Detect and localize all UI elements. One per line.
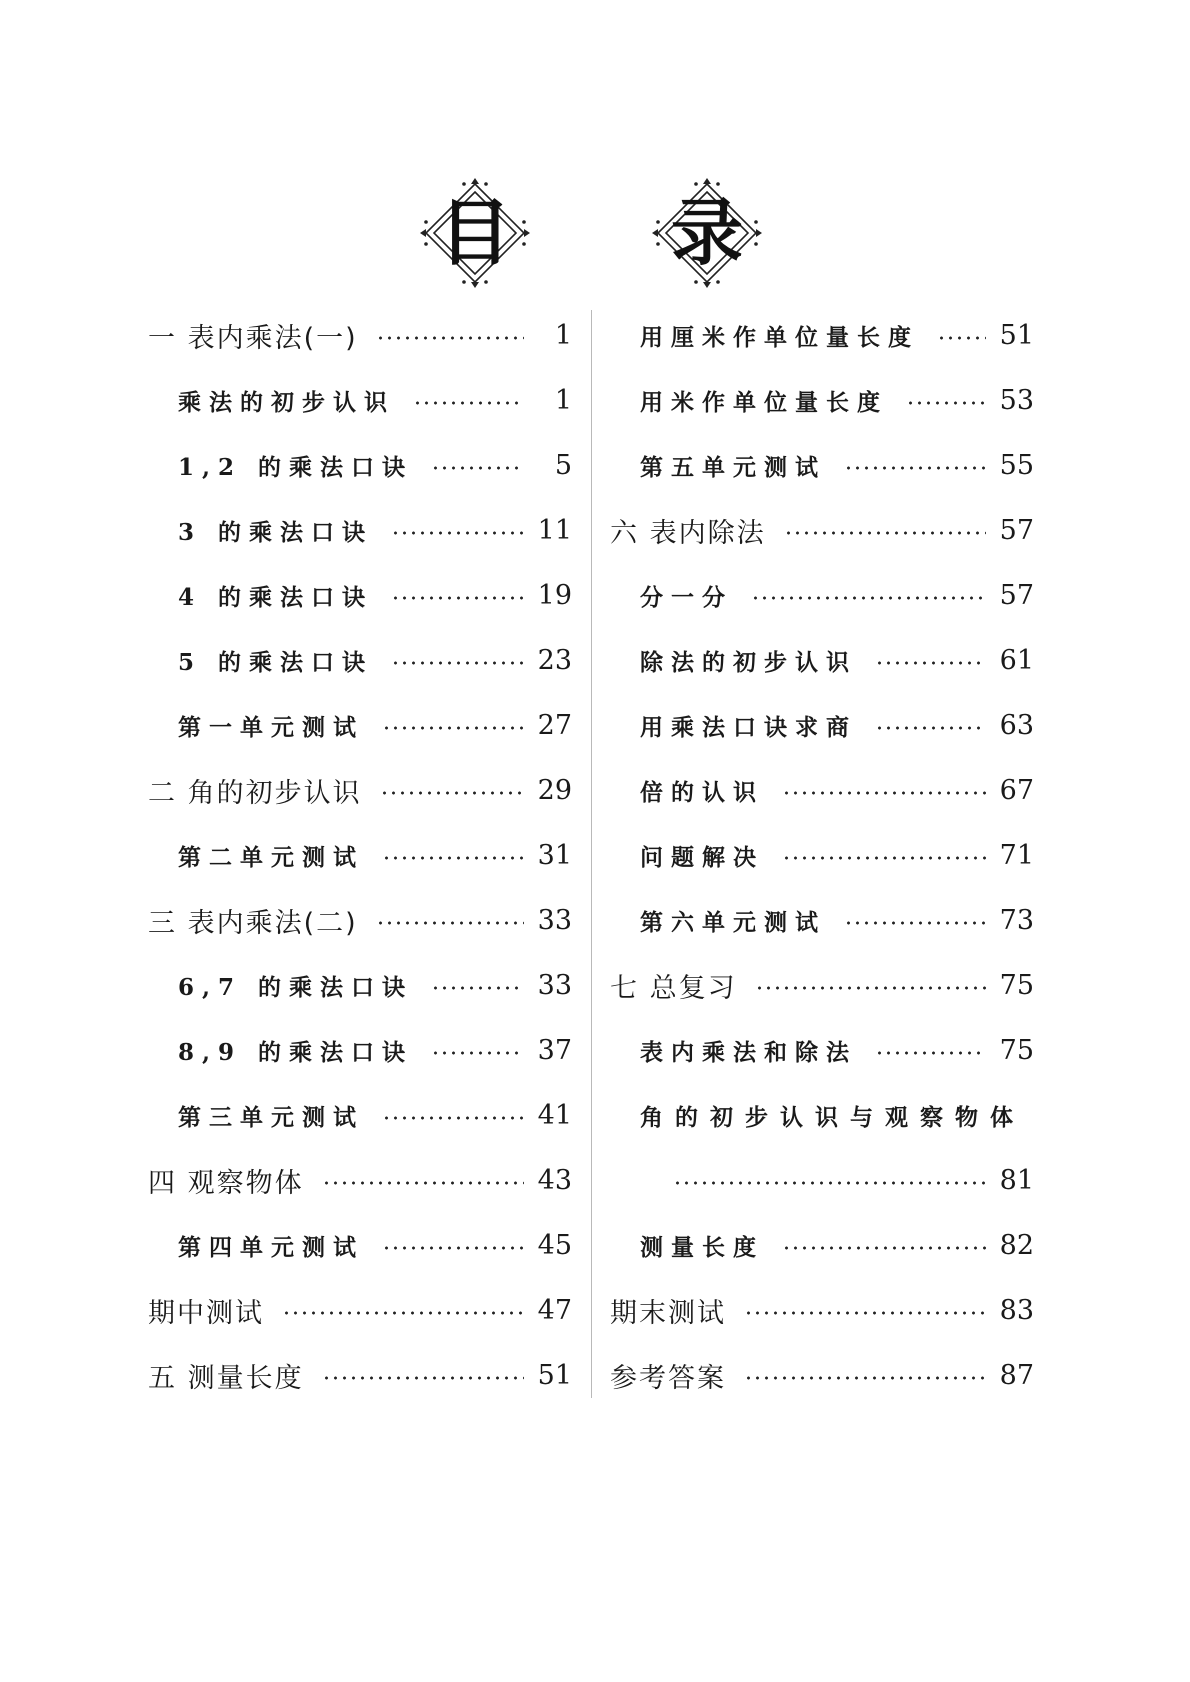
- column-divider: [591, 310, 592, 1398]
- toc-entry-page: 45: [537, 1230, 572, 1261]
- toc-entry[interactable]: [148, 433, 572, 498]
- toc-entry[interactable]: [610, 1278, 1034, 1343]
- dot-leader: [844, 466, 986, 470]
- toc-entry-page: 73: [999, 905, 1034, 936]
- toc-entry-page: 57: [999, 580, 1034, 611]
- toc-column-right: [610, 303, 1034, 1408]
- toc-entry-label: 除法的初步认识: [640, 649, 857, 676]
- toc-entry-page: 61: [999, 645, 1034, 676]
- toc-entry[interactable]: [610, 628, 1034, 693]
- dot-leader: [431, 986, 524, 990]
- toc-entry-label: 用乘法口诀求商: [640, 714, 857, 741]
- toc-entry-page: 37: [537, 1035, 572, 1066]
- toc-entry-label: 3 的乘法口诀: [178, 519, 374, 546]
- toc-entry-page: 1: [554, 320, 572, 351]
- toc-entry-label: 二 角的初步认识: [148, 778, 362, 809]
- title-char-mu: [420, 178, 530, 288]
- toc-entry[interactable]: [148, 303, 572, 368]
- toc-entry[interactable]: [610, 303, 1034, 368]
- toc-entry[interactable]: [610, 498, 1034, 563]
- toc-entry[interactable]: [610, 1213, 1034, 1278]
- dot-leader: [784, 531, 986, 535]
- toc-entry-page: 75: [999, 970, 1034, 1001]
- toc-title: [0, 178, 1190, 288]
- toc-entry-page: 47: [537, 1295, 572, 1326]
- toc-entry[interactable]: [148, 888, 572, 953]
- dot-leader: [282, 1311, 524, 1315]
- dot-leader: [906, 401, 986, 405]
- toc-entry[interactable]: [610, 888, 1034, 953]
- dot-leader: [391, 531, 524, 535]
- toc-entry-page: 81: [999, 1165, 1034, 1196]
- toc-entry-page: 29: [537, 775, 572, 806]
- dot-leader: [413, 401, 524, 405]
- toc-entry-label: 测量长度: [640, 1234, 764, 1261]
- toc-entry-page: 43: [537, 1165, 572, 1196]
- dot-leader: [875, 726, 986, 730]
- dot-leader: [391, 661, 524, 665]
- toc-entry-page: 55: [999, 450, 1034, 481]
- toc-entry[interactable]: [148, 693, 572, 758]
- dot-leader: [937, 336, 986, 340]
- dot-leader: [782, 1246, 986, 1250]
- toc-entry-page: 57: [999, 515, 1034, 546]
- toc-entry-label: 表内乘法和除法: [640, 1039, 857, 1066]
- dot-leader: [376, 921, 524, 925]
- toc-entry[interactable]: [148, 563, 572, 628]
- toc-entry[interactable]: [610, 563, 1034, 628]
- title-glyph-1: 目: [438, 191, 511, 275]
- dot-leader: [751, 596, 986, 600]
- toc-entry[interactable]: [610, 758, 1034, 823]
- toc-entry-page: 23: [537, 645, 572, 676]
- toc-entry[interactable]: [610, 1148, 1034, 1213]
- dot-leader: [875, 1051, 986, 1055]
- toc-entry[interactable]: [610, 1083, 1034, 1148]
- dot-leader: [376, 336, 524, 340]
- dot-leader: [391, 596, 524, 600]
- toc-entry[interactable]: [610, 693, 1034, 758]
- toc-entry[interactable]: [148, 1148, 572, 1213]
- toc-entry-label: 分一分: [640, 584, 733, 611]
- toc-entry-label: 期末测试: [610, 1298, 726, 1329]
- dot-leader: [673, 1181, 986, 1185]
- toc-entry-page: 71: [999, 840, 1034, 871]
- toc-entry-page: 51: [537, 1360, 572, 1391]
- toc-entry[interactable]: [148, 1213, 572, 1278]
- toc-entry[interactable]: [148, 953, 572, 1018]
- toc-entry-label: 用米作单位量长度: [640, 389, 888, 416]
- toc-entry-label: 6,7 的乘法口诀: [178, 974, 414, 1001]
- toc-entry-label: 三 表内乘法(二): [148, 908, 358, 939]
- dot-leader: [382, 856, 524, 860]
- toc-entry-label: 一 表内乘法(一): [148, 323, 358, 354]
- toc-entry-page: 19: [537, 580, 572, 611]
- toc-entry-page: 63: [999, 710, 1034, 741]
- toc-entry[interactable]: [148, 498, 572, 563]
- toc-entry[interactable]: [148, 1278, 572, 1343]
- toc-entry-page: 53: [999, 385, 1034, 416]
- toc-entry-label: 第五单元测试: [640, 454, 826, 481]
- dot-leader: [844, 921, 986, 925]
- dot-leader: [382, 1246, 524, 1250]
- dot-leader: [382, 726, 524, 730]
- toc-entry-page: 11: [537, 515, 572, 546]
- toc-entry[interactable]: [148, 628, 572, 693]
- toc-entry-page: 27: [537, 710, 572, 741]
- toc-entry-label: 参考答案: [610, 1363, 726, 1394]
- toc-entry[interactable]: [610, 368, 1034, 433]
- toc-entry[interactable]: [148, 823, 572, 888]
- toc-entry-page: 82: [999, 1230, 1034, 1261]
- toc-entry-label: 倍的认识: [640, 779, 764, 806]
- dot-leader: [744, 1376, 986, 1380]
- toc-entry-label: 用厘米作单位量长度: [640, 324, 919, 351]
- dot-leader: [382, 1116, 524, 1120]
- toc-entry-label: 四 观察物体: [148, 1168, 304, 1199]
- dot-leader: [431, 1051, 524, 1055]
- toc-entry[interactable]: [610, 1343, 1034, 1408]
- dot-leader: [744, 1311, 986, 1315]
- dot-leader: [322, 1181, 524, 1185]
- dot-leader: [782, 791, 986, 795]
- toc-entry-label: 乘法的初步认识: [178, 389, 395, 416]
- title-char-lu: [652, 178, 762, 288]
- toc-entry-page: 41: [537, 1100, 572, 1131]
- toc-entry-label: 第四单元测试: [178, 1234, 364, 1261]
- toc-entry-label: 第六单元测试: [640, 909, 826, 936]
- toc-entry-page: 33: [537, 970, 572, 1001]
- toc-entry-label: 问题解决: [640, 844, 764, 871]
- dot-leader: [380, 791, 524, 795]
- toc-entry[interactable]: [148, 368, 572, 433]
- toc-entry-label: 5 的乘法口诀: [178, 649, 374, 676]
- toc-entry-label: 第一单元测试: [178, 714, 364, 741]
- toc-entry-label: 七 总复习: [610, 973, 737, 1004]
- toc-entry-page: 5: [554, 450, 572, 481]
- toc-column-left: [148, 303, 572, 1408]
- toc-entry-page: 51: [999, 320, 1034, 351]
- dot-leader: [431, 466, 524, 470]
- toc-entry-label: 角的初步认识与观察物体: [640, 1104, 1025, 1131]
- toc-entry-label: 期中测试: [148, 1298, 264, 1329]
- toc-entry-label: 六 表内除法: [610, 518, 766, 549]
- toc-entry-page: 83: [999, 1295, 1034, 1326]
- dot-leader: [755, 986, 986, 990]
- toc-entry-label: 五 测量长度: [148, 1363, 304, 1394]
- toc-entry-label: 4 的乘法口诀: [178, 584, 374, 611]
- toc-entry-label: 第三单元测试: [178, 1104, 364, 1131]
- toc-entry-page: 87: [999, 1360, 1034, 1391]
- toc-entry-page: 67: [999, 775, 1034, 806]
- toc-entry[interactable]: [148, 758, 572, 823]
- toc-entry[interactable]: [610, 433, 1034, 498]
- toc-entry-label: 8,9 的乘法口诀: [178, 1039, 414, 1066]
- toc-entry-page: 33: [537, 905, 572, 936]
- toc-entry[interactable]: [148, 1018, 572, 1083]
- toc-entry-page: 75: [999, 1035, 1034, 1066]
- toc-entry[interactable]: [148, 1083, 572, 1148]
- toc-entry-page: 31: [537, 840, 572, 871]
- toc-entry[interactable]: [610, 953, 1034, 1018]
- toc-entry-label: 1,2 的乘法口诀: [178, 454, 414, 481]
- dot-leader: [782, 856, 986, 860]
- title-glyph-2: 录: [670, 191, 743, 275]
- toc-entry-page: 1: [554, 385, 572, 416]
- toc-entry[interactable]: [610, 1018, 1034, 1083]
- toc-entry[interactable]: [610, 823, 1034, 888]
- toc-entry[interactable]: [148, 1343, 572, 1408]
- dot-leader: [875, 661, 986, 665]
- dot-leader: [322, 1376, 524, 1380]
- toc-entry-label: 第二单元测试: [178, 844, 364, 871]
